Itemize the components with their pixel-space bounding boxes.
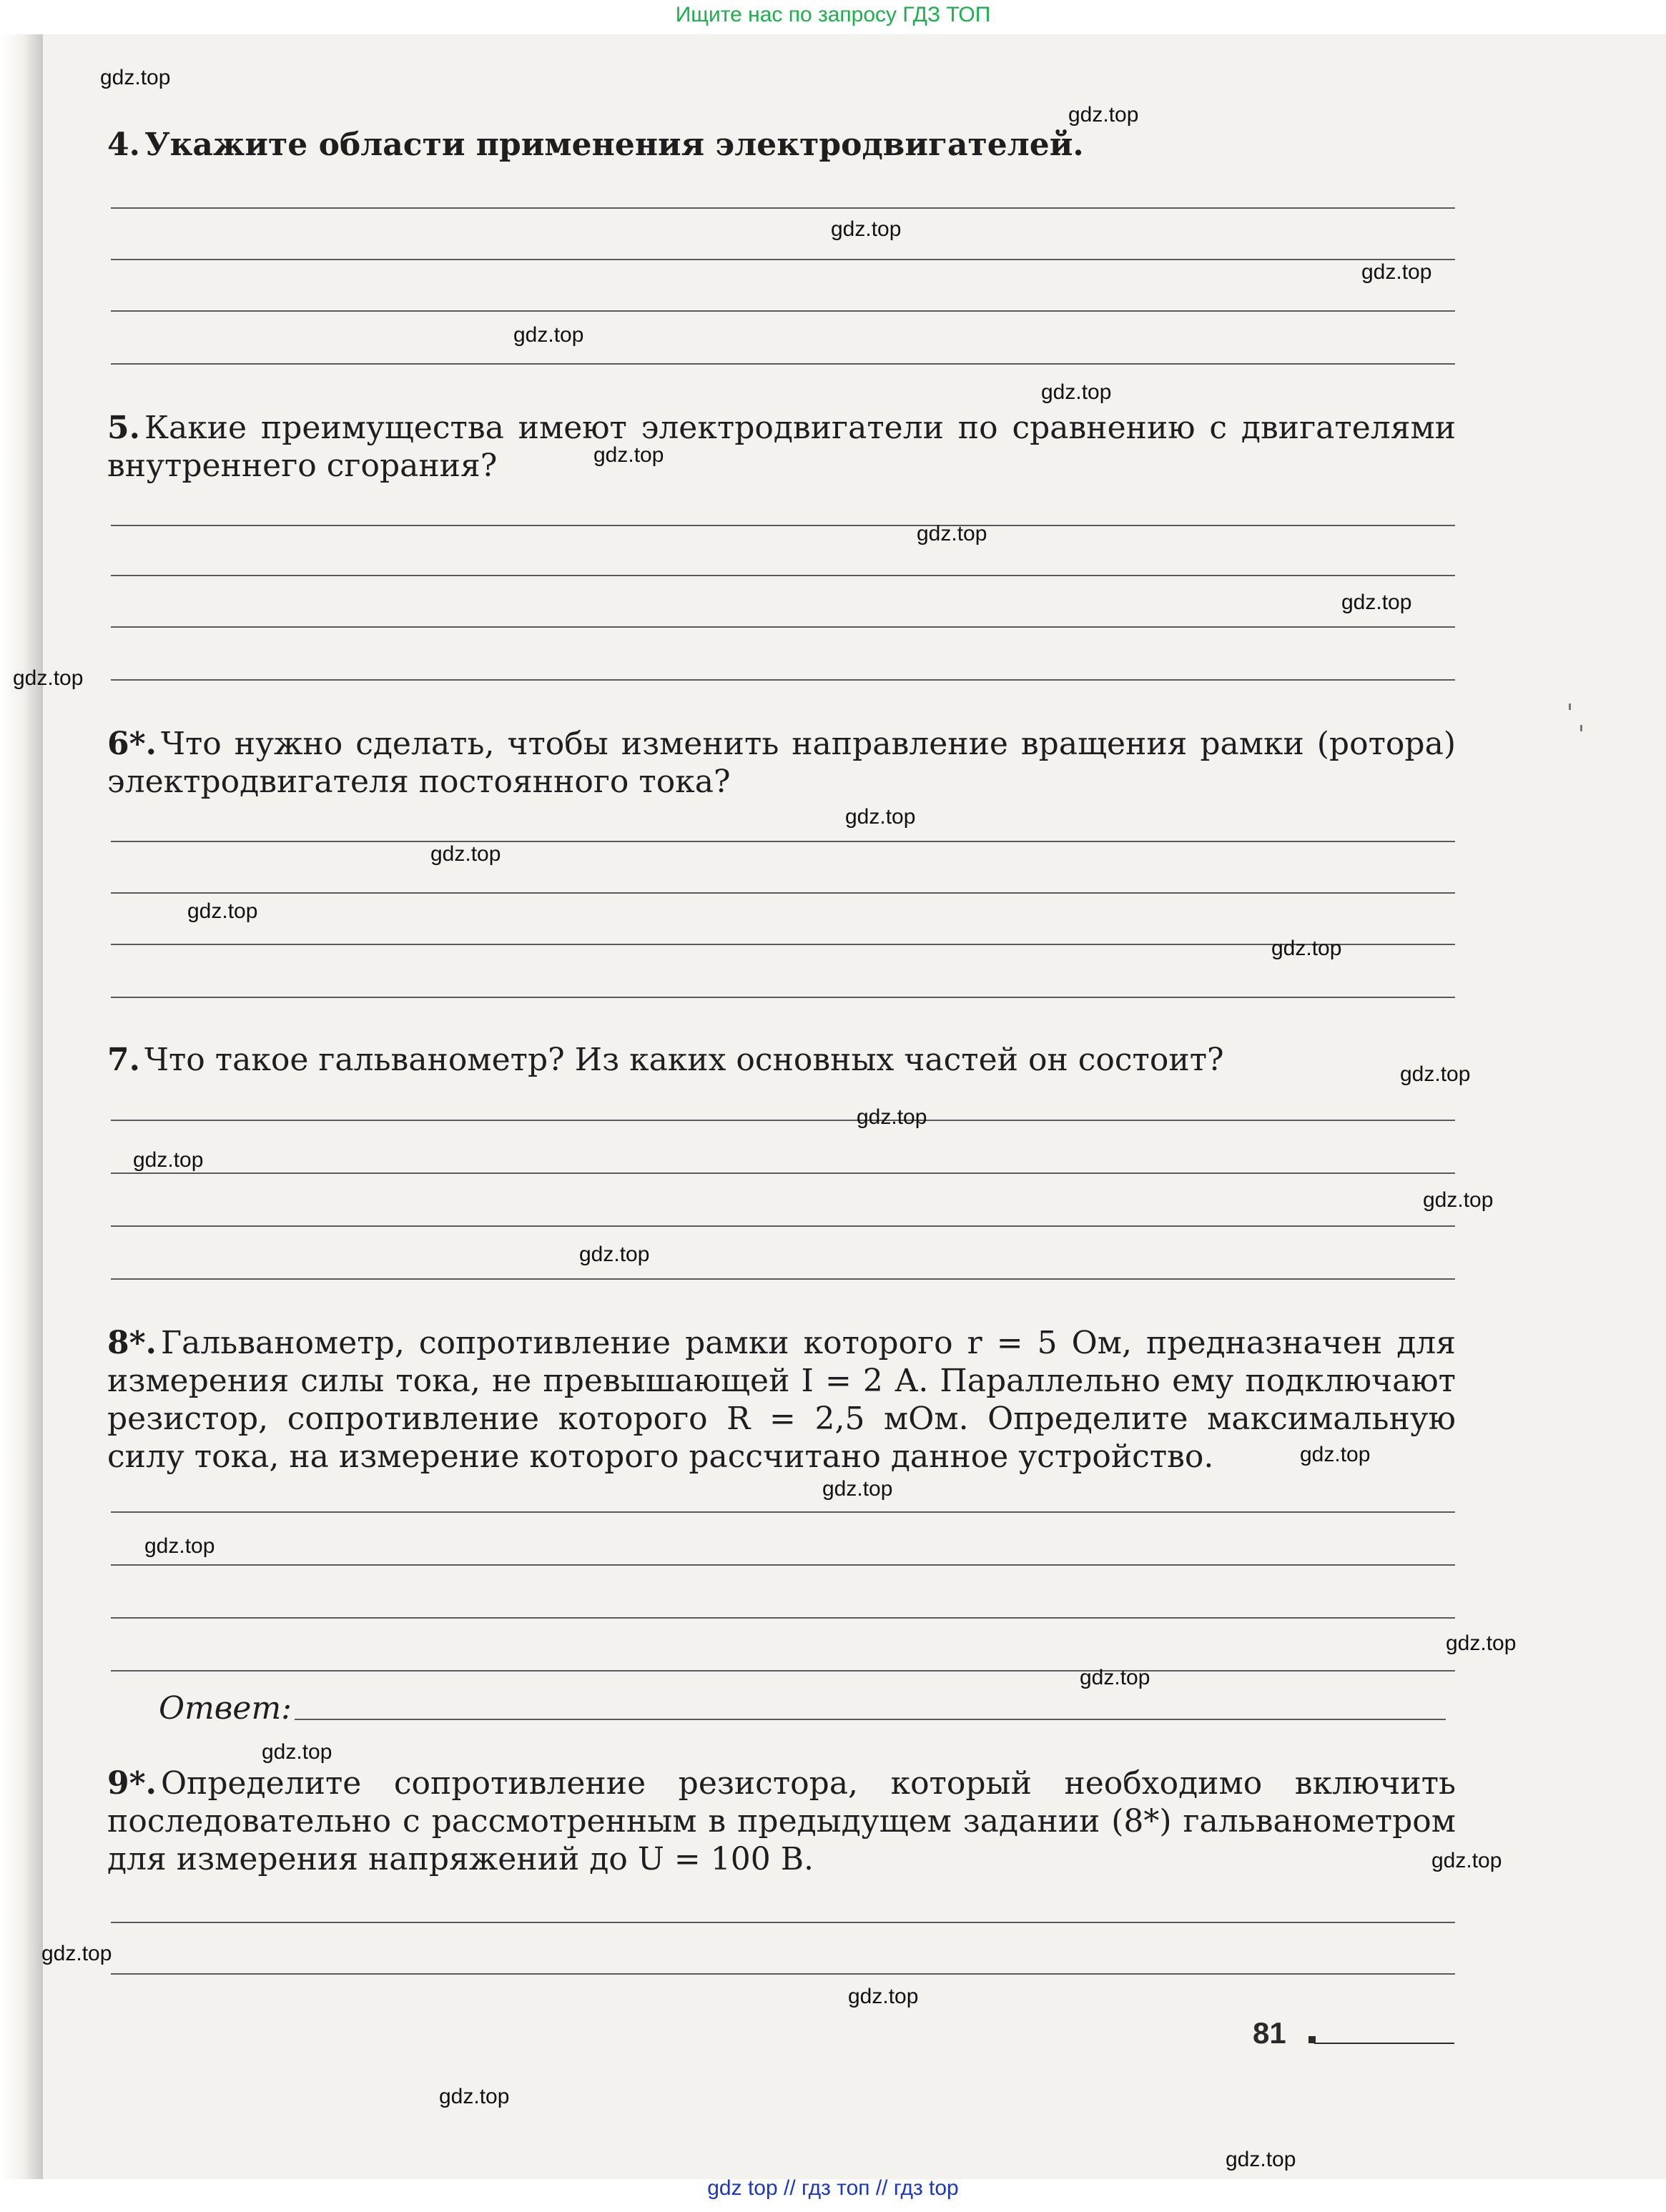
watermark: gdz.top: [1068, 103, 1139, 127]
answer-line[interactable]: [111, 841, 1455, 842]
answer-line[interactable]: [111, 525, 1455, 526]
question-number: 6*.: [107, 726, 157, 762]
question-text: Что такое гальванометр? Из каких основных частей он состоит?: [144, 1042, 1224, 1078]
watermark: gdz.top: [857, 1105, 927, 1129]
watermark: gdz.top: [1446, 1631, 1517, 1655]
question-number: 5.: [107, 410, 140, 446]
answer-line[interactable]: [111, 259, 1455, 260]
page-number: 81: [1253, 2016, 1286, 2050]
watermark: gdz.top: [41, 1942, 112, 1965]
watermark: gdz.top: [1431, 1849, 1502, 1872]
watermark: gdz.top: [100, 66, 171, 89]
answer-line[interactable]: [111, 679, 1455, 681]
scan-speck: [1580, 725, 1582, 731]
watermark: gdz.top: [133, 1148, 204, 1172]
watermark: gdz.top: [262, 1740, 332, 1764]
question-7: [107, 1041, 1456, 1079]
watermark: gdz.top: [1361, 260, 1432, 284]
answer-line[interactable]: [111, 207, 1455, 209]
page-edge-shadow: [0, 34, 43, 2179]
watermark: gdz.top: [13, 666, 84, 690]
question-number: 4.: [107, 127, 140, 163]
answer-line[interactable]: [111, 310, 1455, 312]
watermark: gdz.top: [1300, 1443, 1371, 1466]
answer-line[interactable]: [111, 1564, 1455, 1566]
answer-line[interactable]: [111, 1225, 1455, 1227]
question-text: Укажите области применения электродвигателей.: [144, 127, 1084, 163]
top-banner[interactable]: Ищите нас по запросу ГДЗ ТОП: [675, 3, 991, 26]
answer-line[interactable]: [111, 575, 1455, 576]
watermark: gdz.top: [439, 2085, 510, 2108]
watermark: gdz.top: [1271, 937, 1342, 960]
question-9: [107, 1764, 1456, 1878]
watermark: gdz.top: [1041, 380, 1112, 404]
question-8: [107, 1324, 1456, 1476]
answer-line[interactable]: [111, 1973, 1455, 1975]
page-number-rule: [1314, 2043, 1454, 2044]
watermark: gdz.top: [822, 1477, 893, 1501]
answer-line[interactable]: [111, 1617, 1455, 1619]
bottom-banner[interactable]: gdz top // гдз топ // гдз top: [707, 2176, 959, 2200]
question-4: [107, 126, 1456, 164]
answer-line[interactable]: [111, 1120, 1455, 1121]
question-5: [107, 409, 1456, 485]
watermark: gdz.top: [1080, 1666, 1150, 1689]
answer-line[interactable]: [111, 1922, 1455, 1923]
answer-line[interactable]: [295, 1719, 1446, 1720]
watermark: gdz.top: [848, 1985, 919, 2008]
watermark: gdz.top: [1341, 591, 1412, 614]
watermark: gdz.top: [430, 842, 501, 866]
watermark: gdz.top: [144, 1534, 215, 1558]
answer-line[interactable]: [111, 944, 1455, 945]
answer-line[interactable]: [111, 1172, 1455, 1174]
watermark: gdz.top: [845, 805, 916, 829]
answer-line[interactable]: [111, 892, 1455, 894]
answer-line[interactable]: [111, 1278, 1455, 1280]
question-text: Что нужно сделать, чтобы изменить направление вращения рамки (ротора) электродвигателя постоянного тока?: [107, 726, 1456, 800]
watermark: gdz.top: [1423, 1188, 1494, 1212]
watermark: gdz.top: [917, 522, 987, 545]
watermark: gdz.top: [831, 217, 902, 241]
question-text: Гальванометр, сопротивление рамки которого r = 5 Ом, предназначен для измерения силы тока, не превышающей I = 2 А. Параллельно ему подключают резистор, сопротивление которого R = 2,5 мОм. Определите максимальную силу тока, на измерение которого рассчитано данное устройство.: [107, 1325, 1456, 1475]
answer-label: Ответ:: [159, 1690, 292, 1727]
question-number: 7.: [107, 1042, 140, 1078]
answer-line[interactable]: [111, 363, 1455, 365]
answer-line[interactable]: [111, 626, 1455, 628]
watermark: gdz.top: [593, 443, 664, 467]
watermark: gdz.top: [579, 1243, 650, 1266]
watermark: gdz.top: [1226, 2148, 1296, 2171]
question-number: 9*.: [107, 1765, 157, 1802]
watermark: gdz.top: [187, 899, 258, 923]
question-6: [107, 725, 1456, 801]
scan-speck: [1569, 703, 1571, 710]
answer-line[interactable]: [111, 1670, 1455, 1672]
answer-line[interactable]: [111, 1511, 1455, 1513]
question-text: Определите сопротивление резистора, который необходимо включить последовательно с рассмотренным в предыдущем задании (8*) гальванометром для измерения напряжений до U = 100 В.: [107, 1765, 1456, 1877]
question-text: Какие преимущества имеют электродвигатели по сравнению с двигателями внутреннего сгорания?: [107, 410, 1456, 484]
watermark: gdz.top: [513, 323, 584, 347]
answer-line[interactable]: [111, 997, 1455, 998]
watermark: gdz.top: [1400, 1062, 1471, 1086]
question-number: 8*.: [107, 1325, 157, 1361]
